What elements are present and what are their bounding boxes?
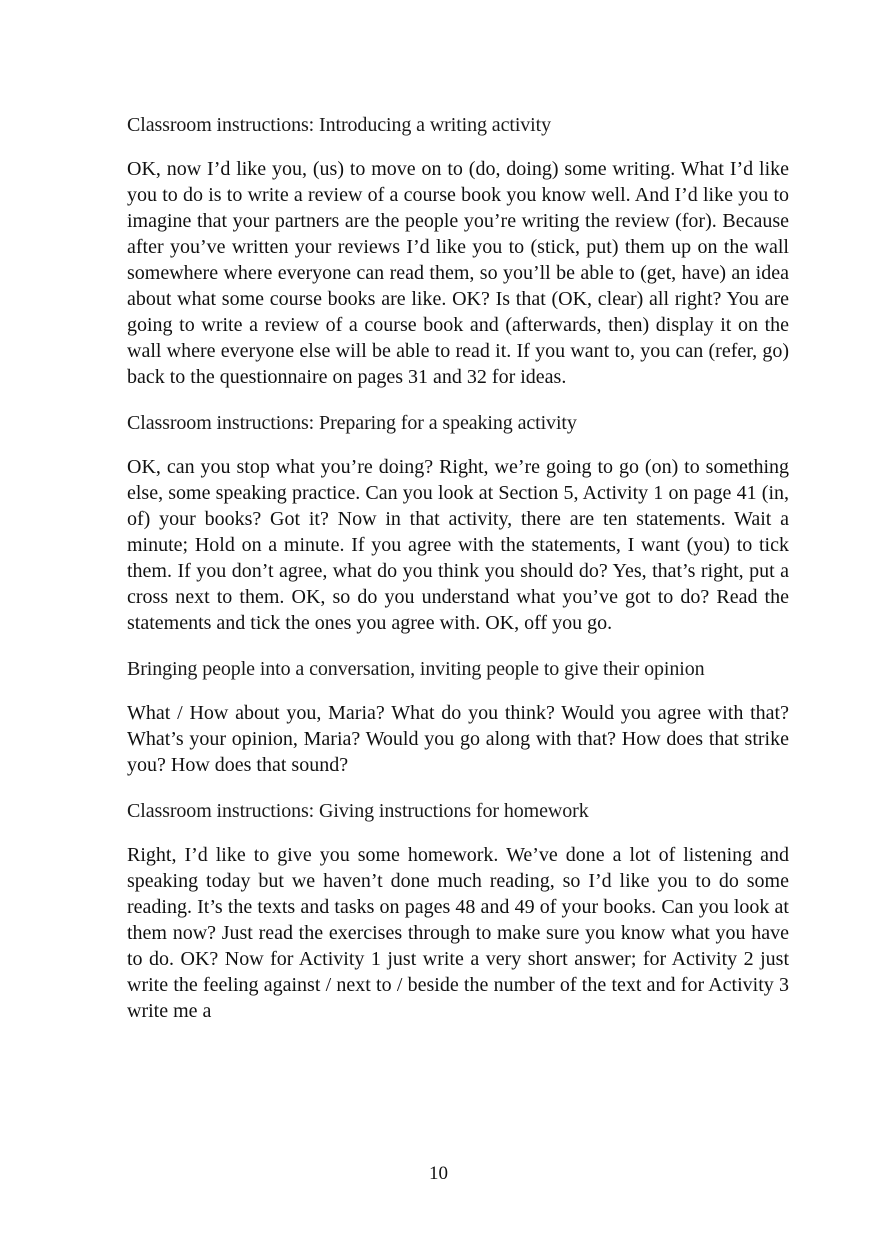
section-body: What / How about you, Maria? What do you think? Would you agree with that? What’s your opinion, Maria? Would you go along with that? How does that strike you? How does that sound? bbox=[127, 702, 789, 776]
section-inviting-opinion bbox=[127, 656, 789, 778]
section-body: Right, I’d like to give you some homework. We’ve done a lot of listening and speaking today but we haven’t done much reading, so I’d like you to do some reading. It’s the texts and tasks on pages 48 and 49 of your books. Can you look at them now? Just read the exercises through to make sure you know what you have to do. OK? Now for Activity 1 just write a very short answer; for Activity 2 just write the feeling against / next to / beside the number of the text and for Activity 3 write me a bbox=[127, 844, 789, 1022]
section-body: OK, can you stop what you’re doing? Right, we’re going to go (on) to something else, some speaking practice. Can you look at Section 5, Activity 1 on page 41 (in, of) your books? Got it? Now in that activity, there are ten statements. Wait a minute; Hold on a minute. If you agree with the statements, I want (you) to tick them. If you don’t agree, what do you think you should do? Yes, that’s right, put a cross next to them. OK, so do you understand what you’ve got to do? Read the statements and tick the ones you agree with. OK, off you go. bbox=[127, 456, 789, 634]
section-heading: Classroom instructions: Giving instructions for homework bbox=[127, 800, 589, 822]
section-heading: Classroom instructions: Preparing for a speaking activity bbox=[127, 412, 577, 434]
section-heading: Classroom instructions: Introducing a writing activity bbox=[127, 114, 551, 136]
page-content bbox=[127, 112, 789, 1044]
section-heading: Bringing people into a conversation, inviting people to give their opinion bbox=[127, 658, 705, 680]
section-body: OK, now I’d like you, (us) to move on to (do, doing) some writing. What I’d like you to do is to write a review of a course book you know well. And I’d like you to imagine that your partners are the people you’re writing the review (for). Because after you’ve written your reviews I’d like you to (stick, put) them up on the wall somewhere where everyone can read them, so you’ll be able to (get, have) an idea about what some course books are like. OK? Is that (OK, clear) all right? You are going to write a review of a course book and (afterwards, then) display it on the wall where everyone else will be able to read it. If you want to, you can (refer, go) back to the questionnaire on pages 31 and 32 for ideas. bbox=[127, 158, 789, 388]
section-speaking-activity bbox=[127, 410, 789, 636]
section-homework bbox=[127, 798, 789, 1024]
section-writing-activity bbox=[127, 112, 789, 390]
page-number: 10 bbox=[429, 1163, 448, 1184]
